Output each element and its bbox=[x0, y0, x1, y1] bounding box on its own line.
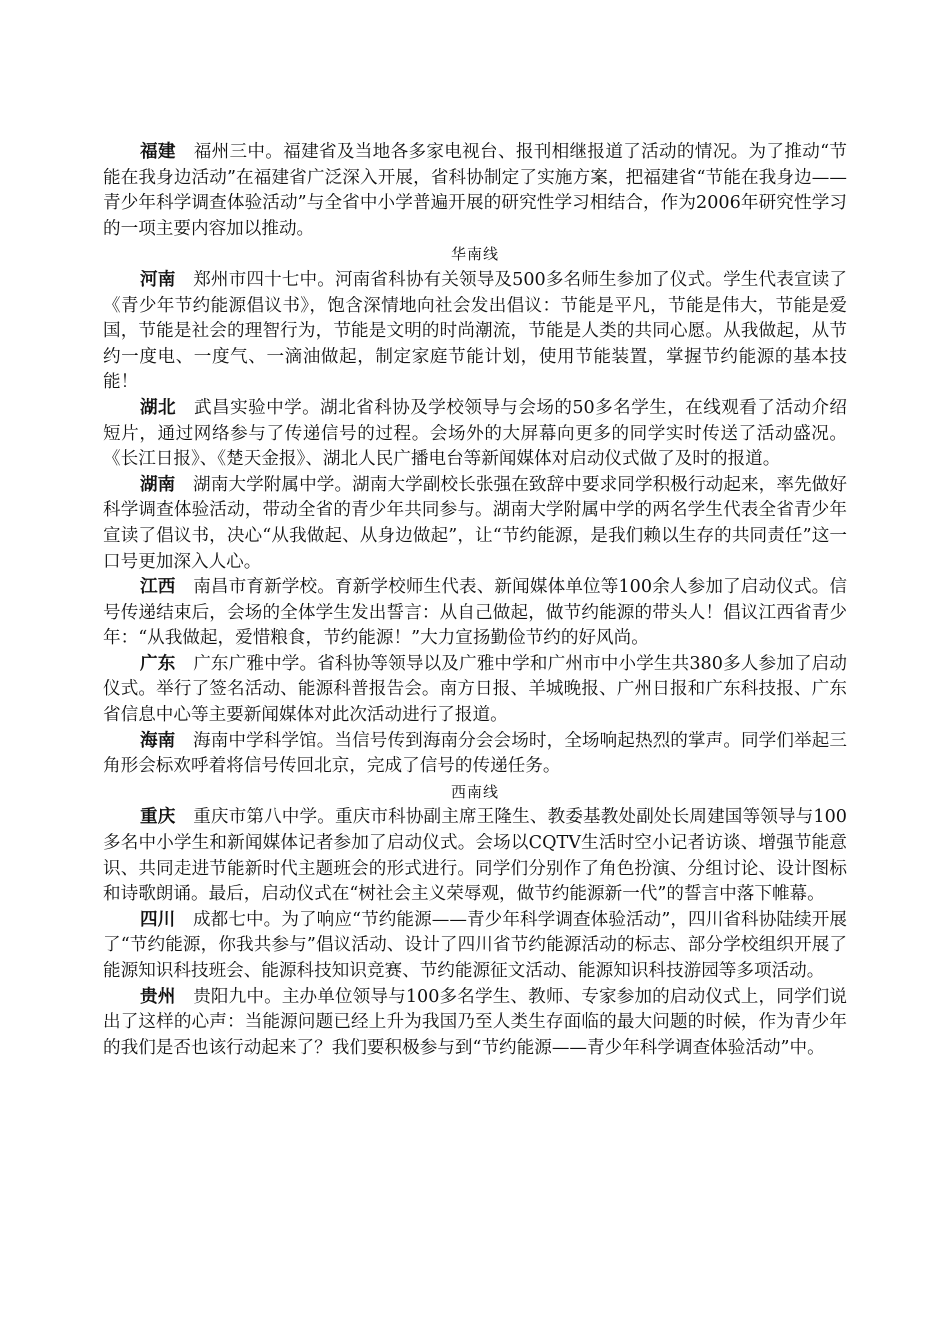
region-label: 贵州 bbox=[140, 986, 176, 1007]
region-label: 河南 bbox=[140, 269, 176, 290]
paragraph-jiangxi bbox=[103, 575, 847, 652]
paragraph-text: 武昌实验中学。湖北省科协及学校领导与会场的50多名学生，在线观看了活动介绍短片，通过网络参与了传递信号的过程。会场外的大屏幕向更多的同学实时传送了活动盛况。《长江日报》、《楚天金报》、湖北人民广播电台等新闻媒体对启动仪式做了及时的报道。 bbox=[103, 397, 847, 470]
paragraph-text: 海南中学科学馆。当信号传到海南分会会场时，全场响起热烈的掌声。同学们举起三角形会标欢呼着将信号传回北京，完成了信号的传递任务。 bbox=[103, 730, 847, 777]
paragraph-text: 贵阳九中。主办单位领导与100多名学生、教师、专家参加的启动仪式上，同学们说出了这样的心声：当能源问题已经上升为我国乃至人类生存面临的最大问题的时候，作为青少年的我们是否也该行动起来了？我们要积极参与到“节约能源——青少年科学调查体验活动”中。 bbox=[103, 986, 847, 1058]
paragraph-chongqing bbox=[103, 805, 847, 907]
paragraph-text: 南昌市育新学校。育新学校师生代表、新闻媒体单位等100余人参加了启动仪式。信号传递结束后，会场的全体学生发出誓言：从自己做起，做节约能源的带头人！倡议江西省青少年：“从我做起，爱惜粮食，节约能源！”大力宣扬勤俭节约的好风尚。 bbox=[103, 577, 847, 649]
region-label: 四川 bbox=[140, 909, 176, 930]
region-label: 重庆 bbox=[140, 807, 176, 828]
paragraph-guizhou bbox=[103, 985, 847, 1062]
paragraph-hubei bbox=[103, 396, 847, 473]
paragraph-text: 成都七中。为了响应“节约能源——青少年科学调查体验活动”，四川省科协陆续开展了“节约能源，你我共参与”倡议活动、设计了四川省节约能源活动的标志、部分学校组织开展了能源知识科技班会、能源科技知识竞赛、节约能源征文活动、能源知识科技游园等多项活动。 bbox=[103, 909, 847, 981]
paragraph-hainan bbox=[103, 729, 847, 780]
region-label: 海南 bbox=[140, 730, 176, 751]
section-heading-huanan: 华南线 bbox=[450, 245, 499, 264]
region-label: 福建 bbox=[140, 142, 176, 162]
paragraph-text: 重庆市第八中学。重庆市科协副主席王隆生、教委基教处副处长周建国等领导与100多名中小学生和新闻媒体记者参加了启动仪式。会场以CQTV生活时空小记者访谈、增强节能意识、共同走进节能新时代主题班会的形式进行。同学们分别作了角色扮演、分组讨论、设计图标和诗歌朗诵。最后，启动仪式在“树社会主义荣辱观，做节约能源新一代”的誓言中落下帷幕。 bbox=[103, 807, 847, 905]
paragraph-text: 福州三中。福建省及当地各多家电视台、报刊相继报道了活动的情况。为了推动“节能在我身边活动”在福建省广泛深入开展，省科协制定了实施方案，把福建省“节能在我身边——青少年科学调查体验活动”与全省中小学普遍开展的研究性学习相结合，作为2006年研究性学习的一项主要内容加以推动。 bbox=[103, 142, 847, 239]
region-label: 江西 bbox=[140, 577, 176, 598]
region-label: 湖南 bbox=[140, 474, 176, 495]
paragraph-guangdong bbox=[103, 652, 847, 729]
paragraph-hunan bbox=[103, 473, 847, 575]
section-heading-xinan: 西南线 bbox=[450, 782, 499, 801]
paragraph-sichuan bbox=[103, 908, 847, 985]
paragraph-text: 湖南大学附属中学。湖南大学副校长张强在致辞中要求同学积极行动起来，率先做好科学调查体验活动，带动全省的青少年共同参与。湖南大学附属中学的两名学生代表全省青少年宣读了倡议书，决心“从我做起、从身边做起”，让“节约能源，是我们赖以生存的共同责任”这一口号更加深入人心。 bbox=[103, 474, 847, 572]
paragraph-fujian bbox=[103, 140, 847, 242]
paragraph-henan bbox=[103, 268, 847, 396]
paragraph-text: 广东广雅中学。省科协等领导以及广雅中学和广州市中小学生共380多人参加了启动仪式。举行了签名活动、能源科普报告会。南方日报、羊城晚报、广州日报和广东科技报、广东省信息中心等主要新闻媒体对此次活动进行了报道。 bbox=[103, 653, 847, 726]
region-label: 湖北 bbox=[140, 397, 177, 418]
region-label: 广东 bbox=[140, 653, 176, 674]
document-body bbox=[103, 140, 847, 1061]
paragraph-text: 郑州市四十七中。河南省科协有关领导及500多名师生参加了仪式。学生代表宣读了《青少年节约能源倡议书》，饱含深情地向社会发出倡议：节能是平凡，节能是伟大，节能是爱国，节能是社会的理智行为，节能是文明的时尚潮流，节能是人类的共同心愿。从我做起，从节约一度电、一度气、一滴油做起，制定家庭节能计划，使用节能装置，掌握节约能源的基本技能！ bbox=[103, 269, 847, 393]
